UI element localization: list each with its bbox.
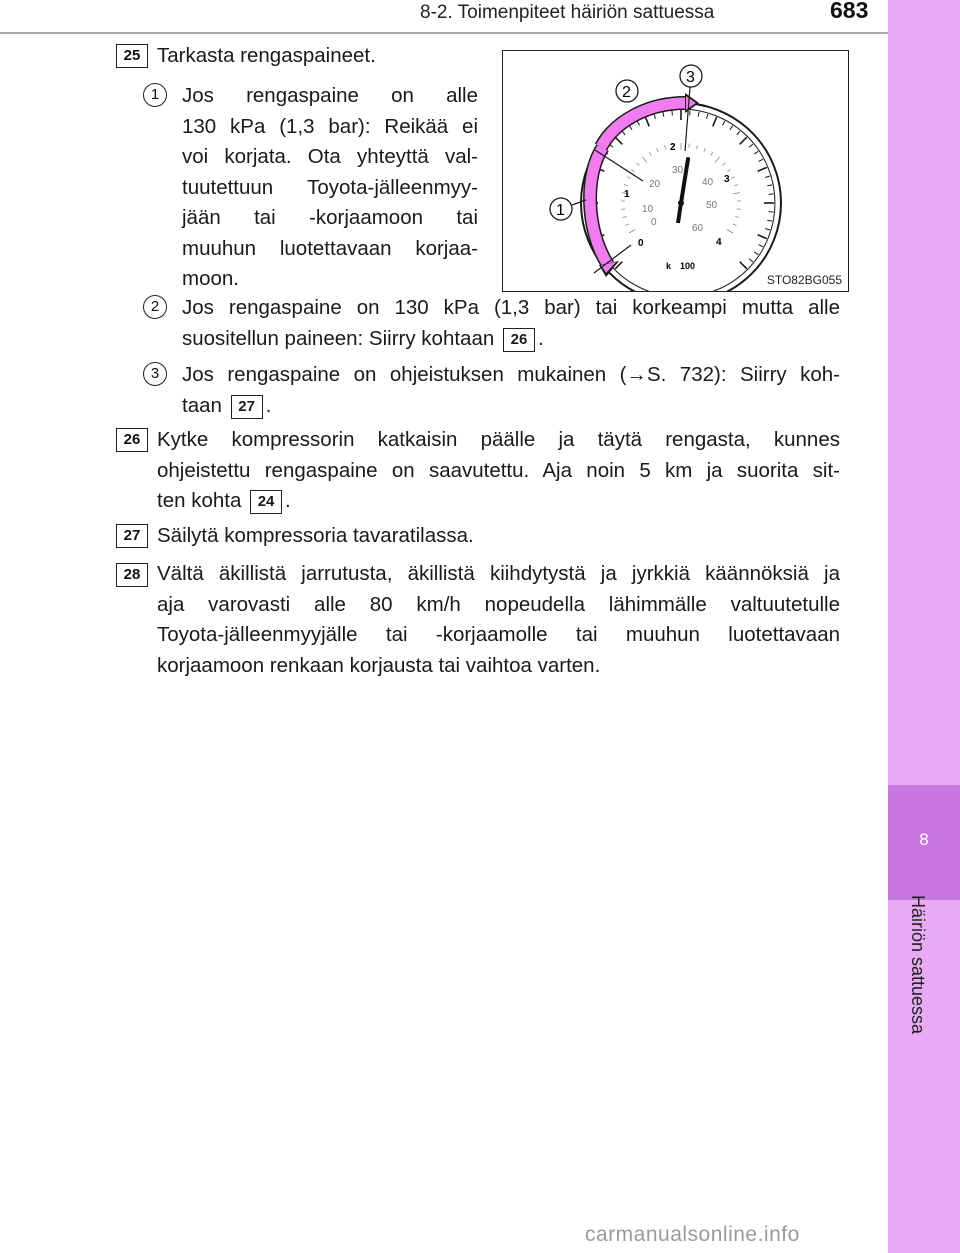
callout-1: 1 [556, 202, 565, 219]
chapter-sidebar [888, 0, 960, 1253]
step-26-line-3 [157, 486, 840, 517]
gauge-tick [672, 110, 673, 115]
bar-label-0: 0 [638, 238, 644, 249]
step-badge-28: 28 [116, 563, 148, 587]
step-badge-26: 26 [116, 428, 148, 452]
step-28-line: aja varovasti alle 80 km/h nopeudella lähimmälle valtuutetulle [157, 592, 840, 616]
item-3-line-2 [182, 391, 840, 422]
kpa-label-40: 40 [702, 177, 714, 188]
item-2-line-2 [182, 324, 840, 355]
item-1-line: Jos rengaspaine on alle [182, 84, 478, 107]
page-number: 683 [830, 0, 869, 23]
bar-label-1: 1 [624, 189, 630, 200]
step-reference-27[interactable]: 27 [231, 395, 263, 419]
kpa-outer-label: 100 [680, 261, 696, 271]
bar-label-2: 2 [670, 142, 676, 153]
kpa-label-10: 10 [642, 204, 654, 215]
step-26-text: ten kohta [157, 489, 242, 512]
step-26-period: . [285, 489, 291, 512]
kpa-label-50: 50 [706, 200, 718, 211]
step-26-line-2: ohjeistettu rengaspaine on saavutettu. Aja noin 5 km ja suorita sit- [157, 458, 840, 482]
kpa-unit-label: k [666, 261, 672, 271]
item-1-line: voi korjata. Ota yhteyttä val- [182, 145, 478, 168]
figure-code: STO82BG055 [766, 273, 842, 287]
bar-label-3: 3 [724, 174, 730, 185]
kpa-label-60: 60 [692, 223, 704, 234]
item-number-1: 1 [143, 83, 167, 107]
step-28-line: Toyota-jälleenmyyjälle tai -korjaamolle tai muuhun luotettavaan [157, 623, 840, 646]
step-27-text: Säilytä kompressoria tavaratilassa. [157, 524, 474, 547]
gauge-hub [678, 200, 684, 206]
pressure-gauge-figure [502, 50, 849, 292]
item-1-line: moon. [182, 267, 239, 290]
header-divider [0, 32, 888, 34]
chapter-label: Häiriön sattuessa [908, 895, 928, 1035]
site-watermark: carmanualsonline.info [585, 1223, 800, 1246]
step-reference-24[interactable]: 24 [250, 490, 282, 514]
item-1-line: tuutettuun Toyota-jälleenmyy- [182, 175, 478, 199]
header-title: 8-2. Toimenpiteet häiriön sattuessa [420, 2, 715, 23]
bar-label-4: 4 [716, 237, 722, 248]
step-badge-27: 27 [116, 524, 148, 548]
item-2-text: suositellun paineen: Siirry kohtaan [182, 327, 495, 350]
callout-3: 3 [686, 69, 695, 86]
item-1-line: 130 kPa (1,3 bar): Reikää ei [182, 114, 478, 138]
item-2-line-1: Jos rengaspaine on 130 kPa (1,3 bar) tai korkeampi mutta alle [182, 296, 840, 319]
step-25-text: Tarkasta rengaspaineet. [157, 44, 376, 67]
item-number-3: 3 [143, 362, 167, 386]
step-badge-25: 25 [116, 44, 148, 68]
kpa-label-20: 20 [649, 179, 661, 190]
gauge-tick [690, 110, 691, 115]
step-26-line-1: Kytke kompressorin katkaisin päälle ja täytä rengasta, kunnes [157, 428, 840, 451]
item-2-period: . [537, 327, 544, 350]
gauge-tick [769, 194, 774, 195]
item-3-line-1: Jos rengaspaine on ohjeistuksen mukainen (→S. 732): Siirry koh- [182, 363, 840, 386]
step-28-line: Vältä äkillistä jarrutusta, äkillistä kiihdytystä ja jyrkkiä käännöksiä ja [157, 562, 840, 585]
gauge-tick [769, 212, 774, 213]
step-28-line: korjaamoon renkaan korjausta tai vaihtoa varten. [157, 653, 601, 677]
item-1-line: muuhun luotettavaan korjaa- [182, 236, 478, 260]
item-1-line: jään tai -korjaamoon tai [182, 206, 478, 229]
item-3-period: . [265, 394, 272, 417]
step-reference-26[interactable]: 26 [503, 328, 535, 352]
callout-2: 2 [622, 84, 631, 101]
kpa-label-30: 30 [672, 165, 684, 176]
item-3-text: taan [182, 394, 222, 417]
item-number-2: 2 [143, 295, 167, 319]
pressure-gauge-illustration [503, 51, 848, 291]
kpa-label-0: 0 [651, 217, 657, 228]
chapter-number: 8 [919, 830, 929, 849]
